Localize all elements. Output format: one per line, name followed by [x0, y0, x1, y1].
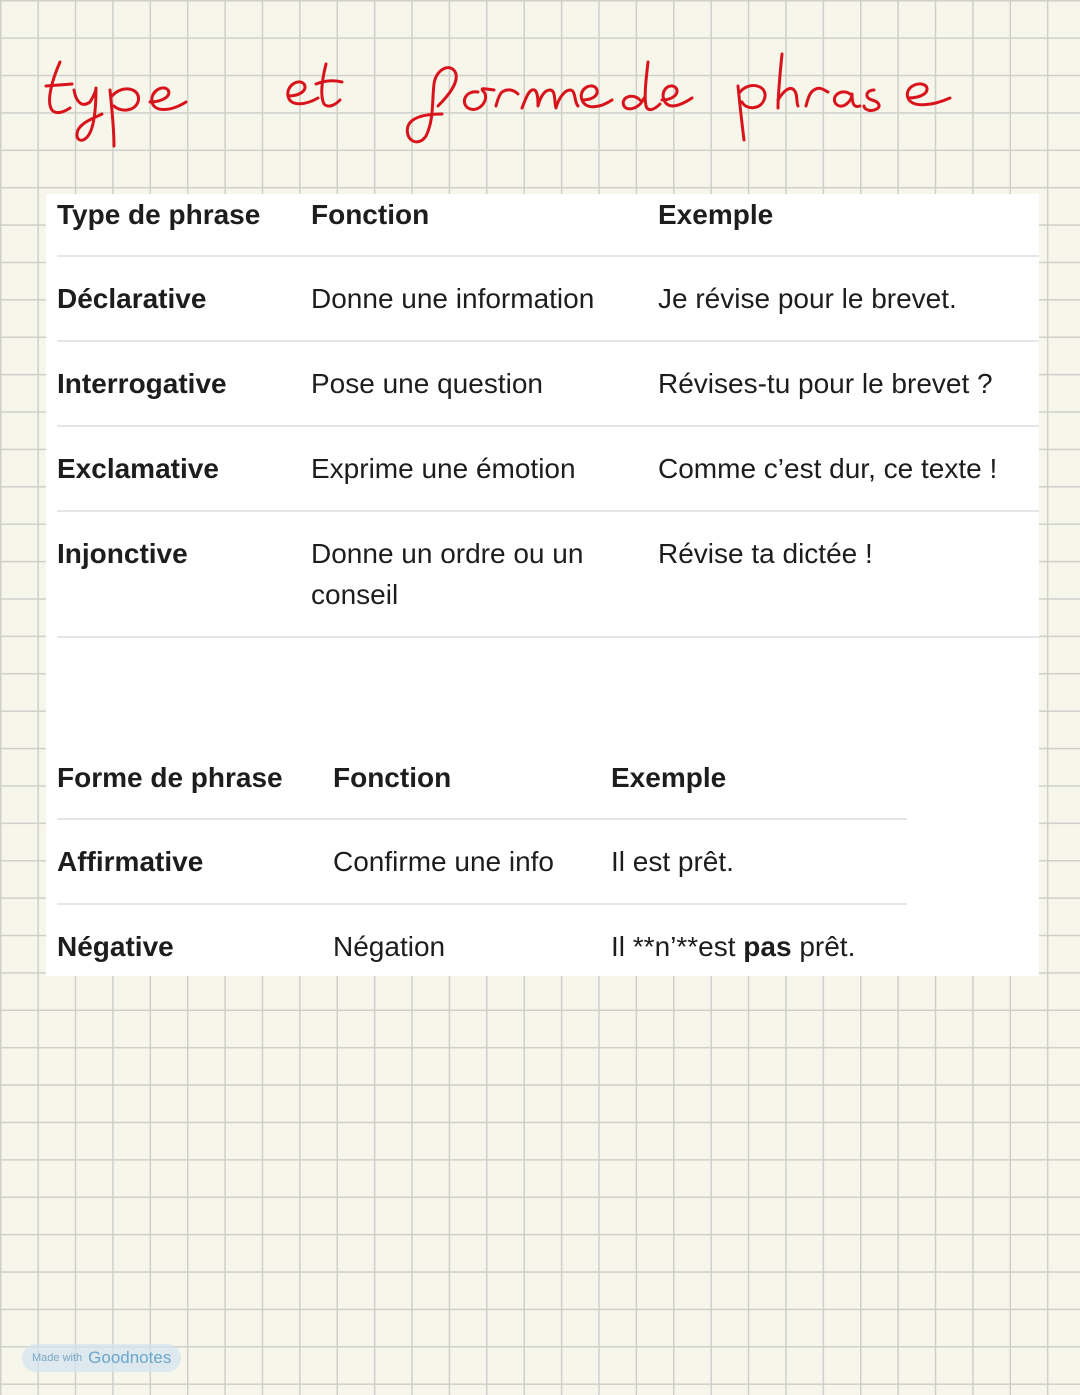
type-header-type: Type de phrase [57, 199, 261, 230]
type-function: Pose une question [311, 368, 543, 399]
table-row [57, 511, 1039, 637]
type-table-header-row [57, 194, 1039, 256]
table-row [57, 341, 1039, 426]
type-header-example: Exemple [658, 199, 774, 230]
type-example: Révises-tu pour le brevet ? [658, 368, 993, 399]
table-row [57, 819, 907, 904]
form-header-function: Fonction [333, 762, 452, 793]
goodnotes-badge[interactable] [22, 1344, 181, 1372]
form-function: Confirme une info [333, 846, 555, 877]
form-name: Affirmative [57, 846, 204, 877]
form-table [57, 757, 907, 977]
type-function: Donne une information [311, 283, 595, 314]
handwritten-title [38, 27, 978, 155]
type-header-function: Fonction [311, 199, 430, 230]
badge-made-with: Made with [32, 1352, 83, 1364]
title-text: type et forme de phrase [38, 27, 207, 44]
table-row [57, 256, 1039, 341]
type-function: Exprime une émotion [311, 453, 576, 484]
negative-example-bold: pas [743, 931, 792, 962]
type-example: Comme c’est dur, ce texte ! [658, 453, 998, 484]
handwritten-title-drawing [38, 27, 978, 155]
badge-brand: Goodnotes [88, 1348, 172, 1367]
type-name: Injonctive [57, 538, 188, 569]
form-example: Il est prêt. [611, 846, 734, 877]
negative-example-start: Il **n’**est [611, 931, 744, 962]
type-name: Interrogative [57, 368, 227, 399]
negative-example-end: prêt. [791, 931, 856, 962]
form-name: Négative [57, 931, 174, 962]
table-row [57, 426, 1039, 511]
type-table [57, 194, 1039, 638]
type-name: Exclamative [57, 453, 219, 484]
form-header-example: Exemple [611, 762, 727, 793]
form-function: Négation [333, 931, 446, 962]
type-function: Donne un ordre ou un conseil [311, 538, 584, 610]
content-panel [46, 194, 1039, 976]
type-name: Déclarative [57, 283, 207, 314]
table-row [57, 904, 907, 977]
form-table-header-row [57, 757, 907, 819]
form-header-form: Forme de phrase [57, 762, 283, 793]
type-example: Je révise pour le brevet. [658, 283, 957, 314]
type-example: Révise ta dictée ! [658, 538, 873, 569]
form-example-negative [611, 904, 907, 977]
